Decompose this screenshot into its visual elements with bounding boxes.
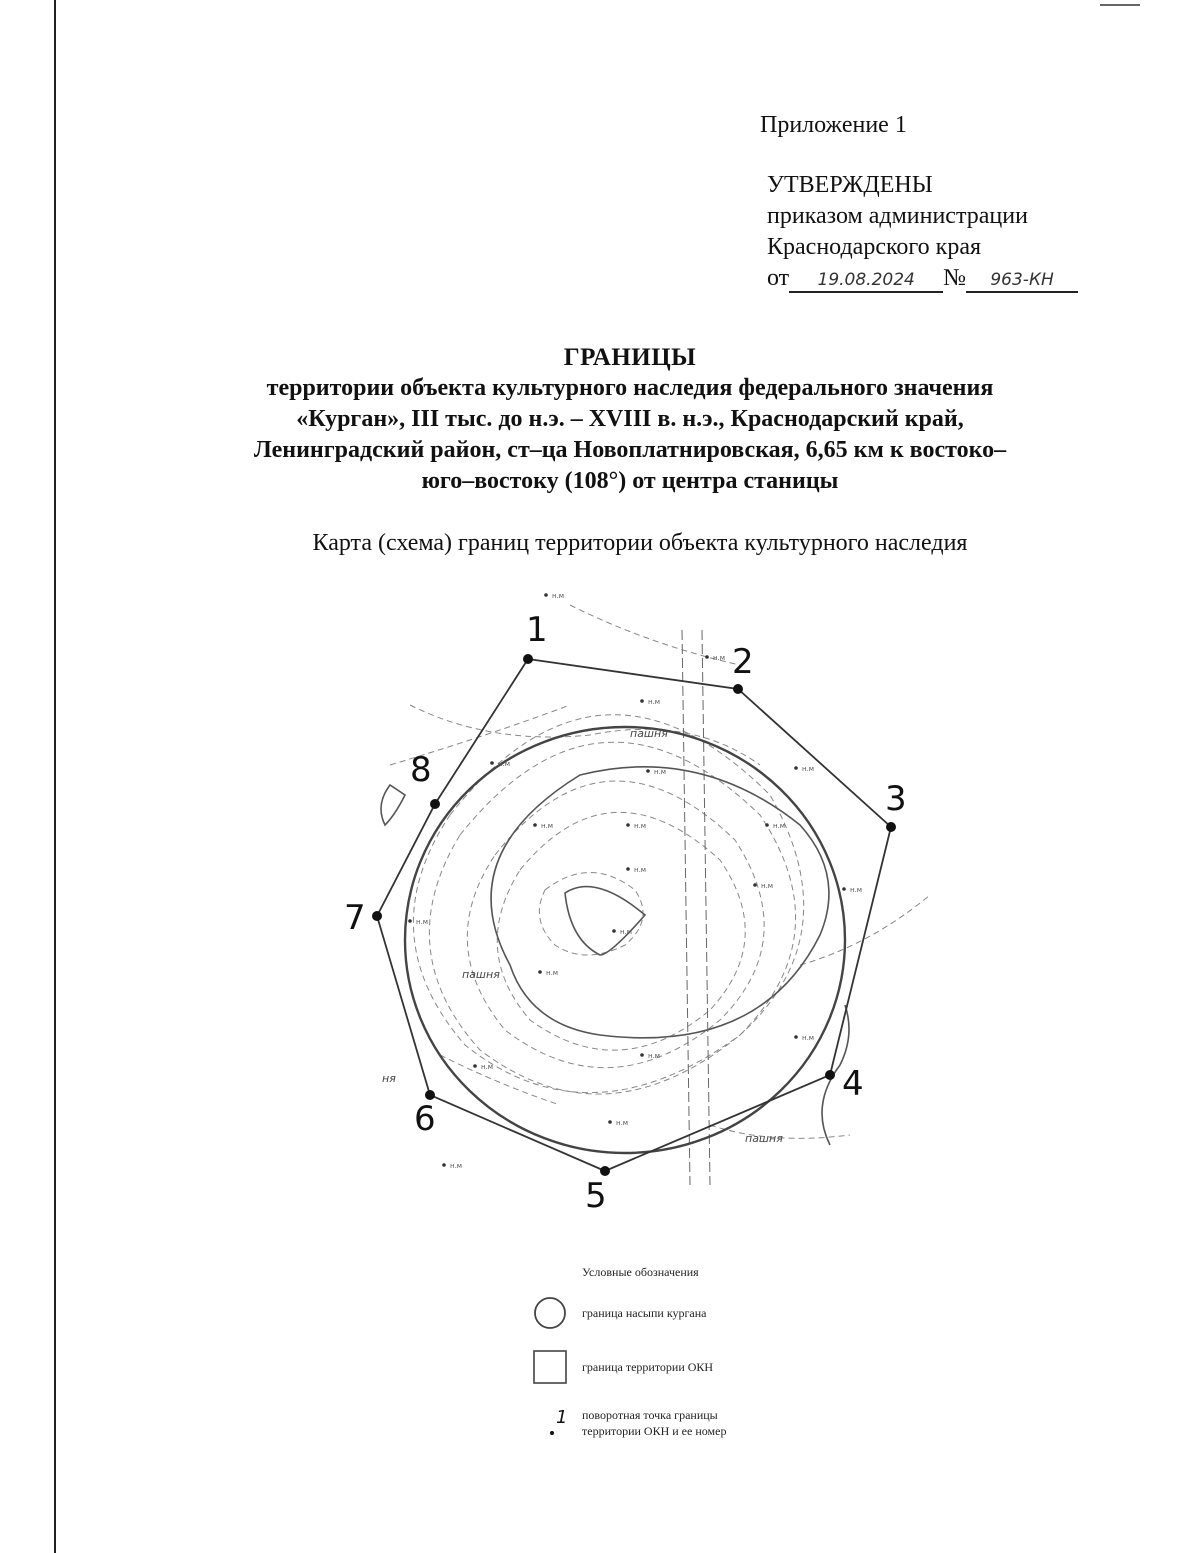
svg-text:н.м: н.м [620,928,633,936]
turning-point-8 [430,799,440,809]
number-prefix: № [943,265,967,291]
elevation-mark [408,918,428,926]
elevation-mark [608,1119,628,1127]
elevation-mark [842,886,862,894]
turning-point-3 [886,822,896,832]
legend-title: Условные обозначения [582,1265,699,1279]
approval-date-line [767,263,1078,294]
turning-point-1 [523,654,533,664]
legend-circle-icon [530,1295,570,1331]
land-labels [382,727,786,1145]
elevation-marks [408,592,862,1170]
elevation-mark [473,1063,493,1071]
date-prefix: от [767,265,790,291]
svg-text:н.м: н.м [850,886,863,894]
svg-text:н.м: н.м [802,765,815,773]
title-line-3: Ленинградский район, ст–ца Новоплатнировская, 6,65 км к востоко– [253,437,1007,463]
elevation-mark [612,928,632,936]
elevation-mark [533,822,553,830]
elevation-mark [544,592,564,600]
title-line-2: «Курган», III тыс. до н.э. – XVIII в. н.э., Краснодарский край, [296,406,964,432]
point-label-4: 4 [842,1064,864,1104]
appendix-label: Приложение 1 [760,112,907,138]
turning-point-5 [600,1166,610,1176]
elevation-mark [626,822,646,830]
elevation-mark [640,1052,660,1060]
svg-text:1: 1 [556,1407,568,1428]
svg-text:н.м: н.м [648,698,661,706]
page-margin-line [54,0,56,1553]
svg-text:н.м: н.м [416,918,429,926]
legend-territory-label: граница территории ОКН [582,1360,714,1374]
svg-text:н.м: н.м [616,1119,629,1127]
boundary-map [330,585,950,1245]
svg-text:н.м: н.м [654,768,667,776]
land-label-2: пашня [462,968,500,981]
elevation-mark [765,822,785,830]
elevation-mark [640,698,660,706]
legend-point-label-2: территории ОКН и ее номер [582,1424,727,1438]
approval-line-3: Краснодарского края [767,234,982,260]
legend-point-label [582,1407,726,1439]
title-line-4: юго–востоку (108°) от центра станицы [421,468,839,494]
svg-text:н.м: н.м [498,760,511,768]
approval-line-2: приказом администрации [767,203,1028,229]
svg-text:н.м: н.м [481,1063,494,1071]
land-label-1: пашня [630,727,668,740]
svg-text:н.м: н.м [552,592,565,600]
legend-point-icon [530,1405,570,1441]
elevation-mark [646,768,666,776]
road-lines [682,630,710,1185]
elevation-mark [794,1034,814,1042]
approval-number: 963-КН [966,269,1078,293]
point-label-5: 5 [585,1176,607,1216]
turning-point-2 [733,684,743,694]
approval-date: 19.08.2024 [789,269,943,293]
svg-text:н.м: н.м [541,822,554,830]
document-title [160,342,1100,497]
approval-stamp [767,170,1078,294]
land-label-3: пашня [745,1132,783,1145]
svg-text:н.м: н.м [713,654,726,662]
title-head: ГРАНИЦЫ [563,344,697,371]
land-label-4: ня [382,1072,396,1085]
svg-text:н.м: н.м [634,866,647,874]
svg-text:н.м: н.м [761,882,774,890]
elevation-mark [538,969,558,977]
turning-point-4 [825,1070,835,1080]
svg-text:н.м: н.м [546,969,559,977]
point-label-1: 1 [526,610,548,650]
elevation-mark [490,760,510,768]
legend-mound-label: граница насыпи кургана [582,1306,707,1320]
elevation-mark [794,765,814,773]
point-label-7: 7 [344,898,366,938]
legend-point-label-1: поворотная точка границы [582,1408,718,1422]
svg-text:н.м: н.м [634,822,647,830]
turning-point-7 [372,911,382,921]
svg-text:н.м: н.м [773,822,786,830]
point-label-8: 8 [410,750,432,790]
corner-mark [1100,0,1140,6]
elevation-mark [442,1162,462,1170]
title-line-1: территории объекта культурного наследия федерального значения [266,375,994,401]
map-subtitle: Карта (схема) границ территории объекта культурного наследия [312,530,968,556]
legend-square-icon [530,1349,570,1385]
approval-line-1: УТВЕРЖДЕНЫ [767,172,933,198]
elevation-mark [705,654,725,662]
elevation-mark [626,866,646,874]
point-label-3: 3 [885,779,907,819]
svg-text:н.м: н.м [450,1162,463,1170]
svg-text:н.м: н.м [648,1052,661,1060]
point-label-2: 2 [732,642,754,682]
point-label-6: 6 [414,1099,436,1139]
svg-text:н.м: н.м [802,1034,815,1042]
